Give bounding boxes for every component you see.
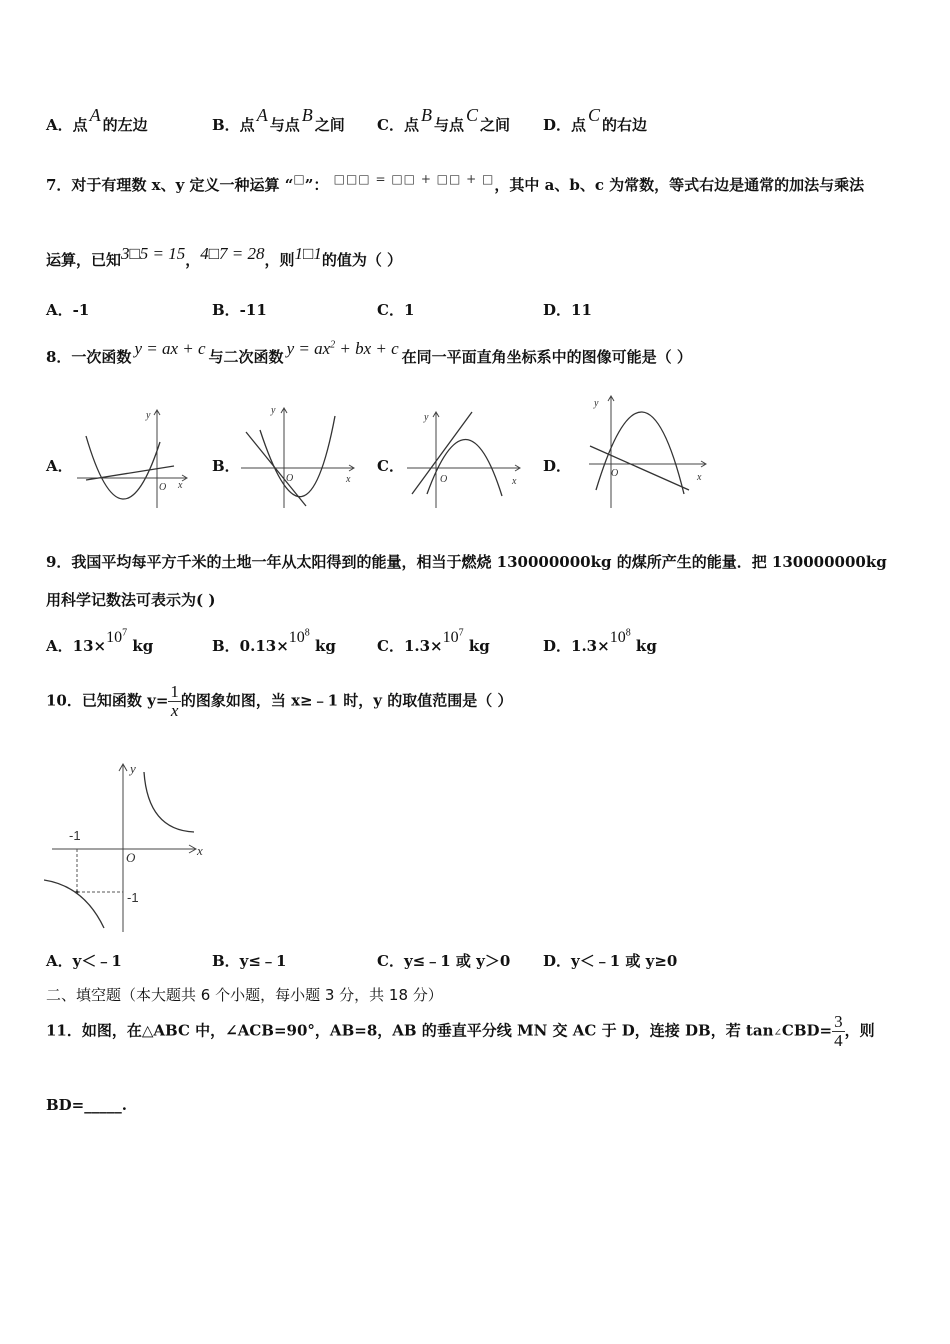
- q7-option-d: D．11: [543, 301, 592, 319]
- q10-graph: [44, 760, 210, 935]
- q10-y-label: y: [130, 761, 136, 776]
- q10-branch-right: [144, 772, 194, 832]
- graph-d-y-label: y: [594, 398, 599, 409]
- q9-d-unit: kg: [635, 637, 657, 655]
- q7-option-c: C．1: [377, 301, 415, 319]
- q6-b-label: B．点: [212, 116, 255, 134]
- q6-b-var2: B: [301, 105, 313, 125]
- q9-b-exp: 8: [304, 627, 310, 639]
- q11-frac-num: 3: [834, 1012, 843, 1031]
- q6-b-mid: 与点: [269, 116, 300, 134]
- q10-option-a: A．y＜﹣1: [46, 952, 122, 970]
- q8-option-a-label: A．: [46, 457, 73, 475]
- q7-suffix: ，其中 a、b、c 为常数，等式右边是通常的加法与乘法: [494, 176, 865, 194]
- q6-a-var: A: [89, 105, 101, 125]
- q10-origin: O: [126, 850, 136, 865]
- q9-a-power: [106, 629, 127, 646]
- q11-fraction: [832, 1013, 845, 1050]
- q6-b-tail: 之间: [314, 116, 345, 134]
- q11-line2: BD=_____.: [46, 1096, 127, 1114]
- q9-line1: 9．我国平均每平方千米的土地一年从太阳得到的能量，相当于燃烧 130000000kg 的煤所产生的能量．把 130000000kg: [46, 553, 887, 571]
- q10-suffix: 的图象如图，当 x≥﹣1 时，y 的取值范围是（ ）: [180, 691, 513, 710]
- q8-graph-d: [584, 392, 714, 512]
- q9-d-label: D．1.3×: [543, 637, 610, 655]
- q8-graph-a: [72, 404, 197, 510]
- q9-option-b: [212, 627, 336, 656]
- q9-b-power: [289, 629, 310, 646]
- q11-angle: ∠: [773, 1027, 782, 1039]
- q9-line2: 用科学记数法可表示为( ): [46, 591, 216, 609]
- q6-c-var1: B: [420, 105, 432, 125]
- graph-a-origin: O: [159, 482, 167, 493]
- q8-f1: y = ax + c: [134, 339, 206, 358]
- q8-mid: 与二次函数: [208, 348, 284, 366]
- q7-given1: 3□5 = 15: [121, 244, 186, 263]
- q7-given2: 4□7 = 28: [200, 244, 265, 263]
- q7-ask: 1□1: [294, 244, 322, 263]
- graph-d-origin: O: [611, 468, 619, 479]
- q6-d-label: D．点: [543, 116, 587, 134]
- q6-c-tail: 之间: [479, 116, 510, 134]
- q6-option-c: [377, 105, 510, 135]
- q9-a-label: A．13×: [46, 637, 107, 655]
- graph-b-parabola: [260, 416, 335, 497]
- q9-c-base: 10: [442, 629, 459, 646]
- q10-x-label: x: [197, 843, 203, 858]
- q9-d-power: [610, 629, 631, 646]
- q6-a-tail: 的左边: [102, 116, 148, 134]
- q7-mid: ”：: [304, 176, 329, 194]
- q11-line1: [46, 1013, 875, 1050]
- q10-branch-left: [44, 880, 104, 928]
- q10-frac-den: x: [170, 701, 179, 720]
- section2-heading: 二、填空题（本大题共 6 个小题，每小题 3 分，共 18 分）: [46, 986, 443, 1004]
- graph-b-y-label: y: [271, 405, 276, 416]
- graph-b-x-label: x: [346, 474, 351, 485]
- q8-graph-b: [236, 400, 361, 510]
- q9-option-c: [377, 627, 490, 656]
- q9-d-base: 10: [609, 629, 626, 646]
- q11-frac-den: 4: [834, 1031, 843, 1050]
- q9-option-d: [543, 627, 657, 656]
- q7-line2-prefix: 运算，已知: [46, 251, 122, 269]
- q10-option-d: D．y＜﹣1 或 y≥0: [543, 952, 678, 970]
- q6-d-var: C: [588, 105, 601, 125]
- q8-option-c-label: C．: [377, 457, 404, 475]
- q9-c-exp: 7: [458, 627, 464, 639]
- q10-stem: [46, 683, 512, 720]
- q6-c-var2: C: [465, 105, 478, 125]
- q7-formula: □□□ = □□ + □□ + □: [333, 172, 495, 186]
- q10-prefix: 10．已知函数 y=: [46, 691, 169, 710]
- q7-then: ，则: [264, 251, 295, 269]
- graph-b-origin: O: [286, 473, 294, 484]
- q8-suffix: 在同一平面直角坐标系中的图像可能是（ ）: [401, 348, 692, 366]
- q7-line1: [46, 174, 864, 195]
- q8-option-d-label: D．: [543, 457, 572, 475]
- q6-option-b: [212, 105, 345, 135]
- q7-option-a: A．-1: [46, 301, 90, 319]
- q10-point: [76, 891, 79, 894]
- graph-d-line: [590, 446, 689, 490]
- graph-c-y-label: y: [424, 412, 429, 423]
- q7-prefix: 7．对于有理数 x、y 定义一种运算 “: [46, 176, 294, 194]
- q9-a-base: 10: [106, 629, 123, 646]
- q7-sep: ，: [185, 251, 201, 269]
- q9-a-exp: 7: [122, 627, 128, 639]
- q10-option-b: B．y≤﹣1: [212, 952, 287, 970]
- q6-c-mid: 与点: [433, 116, 464, 134]
- q8-option-b-label: B．: [212, 457, 240, 475]
- q8-f2-exp: 2: [330, 339, 336, 351]
- q6-c-label: C．点: [377, 116, 419, 134]
- q8-prefix: 8．一次函数: [46, 348, 132, 366]
- q6-a-label: A．点: [46, 116, 88, 134]
- q9-b-base: 10: [288, 629, 305, 646]
- q9-d-exp: 8: [625, 627, 631, 639]
- q9-a-unit: kg: [132, 637, 154, 655]
- q6-option-a: [46, 105, 148, 135]
- q9-c-unit: kg: [468, 637, 490, 655]
- q6-option-d: [543, 105, 648, 135]
- q8-stem: [46, 339, 692, 367]
- q11-suffix: ，则: [844, 1021, 875, 1040]
- graph-d-x-label: x: [697, 472, 702, 483]
- graph-a-x-label: x: [178, 480, 183, 491]
- q6-b-var1: A: [256, 105, 268, 125]
- q8-f2-base: y = ax: [286, 339, 331, 358]
- q9-c-power: [443, 629, 464, 646]
- graph-c-origin: O: [440, 474, 448, 485]
- q7-line2: [46, 244, 403, 270]
- q11-prefix: 11．如图，在△ABC 中，∠ACB=90°，AB=8，AB 的垂直平分线 MN 交 AC 于 D，连接 DB，若 tan: [46, 1021, 774, 1040]
- q10-frac-num: 1: [170, 682, 179, 701]
- q9-c-label: C．1.3×: [377, 637, 443, 655]
- q10-fraction: [168, 683, 181, 720]
- graph-a-parabola: [86, 436, 160, 499]
- q9-b-unit: kg: [315, 637, 336, 655]
- q7-line2-suffix: 的值为（ ）: [321, 251, 403, 269]
- graph-b-line: [246, 432, 306, 506]
- q7-option-b: B．-11: [212, 301, 267, 319]
- q8-f2-rest: + bx + c: [335, 339, 399, 358]
- q8-graph-c: [402, 404, 527, 510]
- q8-f2: [287, 339, 399, 358]
- q10-option-c: C．y≤﹣1 或 y＞0: [377, 952, 511, 970]
- q9-option-a: [46, 627, 154, 656]
- q9-b-label: B．0.13×: [212, 637, 289, 655]
- graph-c-x-label: x: [512, 476, 517, 487]
- q7-op-symbol: □: [293, 172, 305, 186]
- q10-tick-y: -1: [127, 890, 139, 905]
- q6-d-tail: 的右边: [602, 116, 648, 134]
- graph-a-y-label: y: [146, 410, 151, 421]
- q10-tick-x: -1: [69, 828, 81, 843]
- q11-mid: CBD=: [781, 1021, 833, 1040]
